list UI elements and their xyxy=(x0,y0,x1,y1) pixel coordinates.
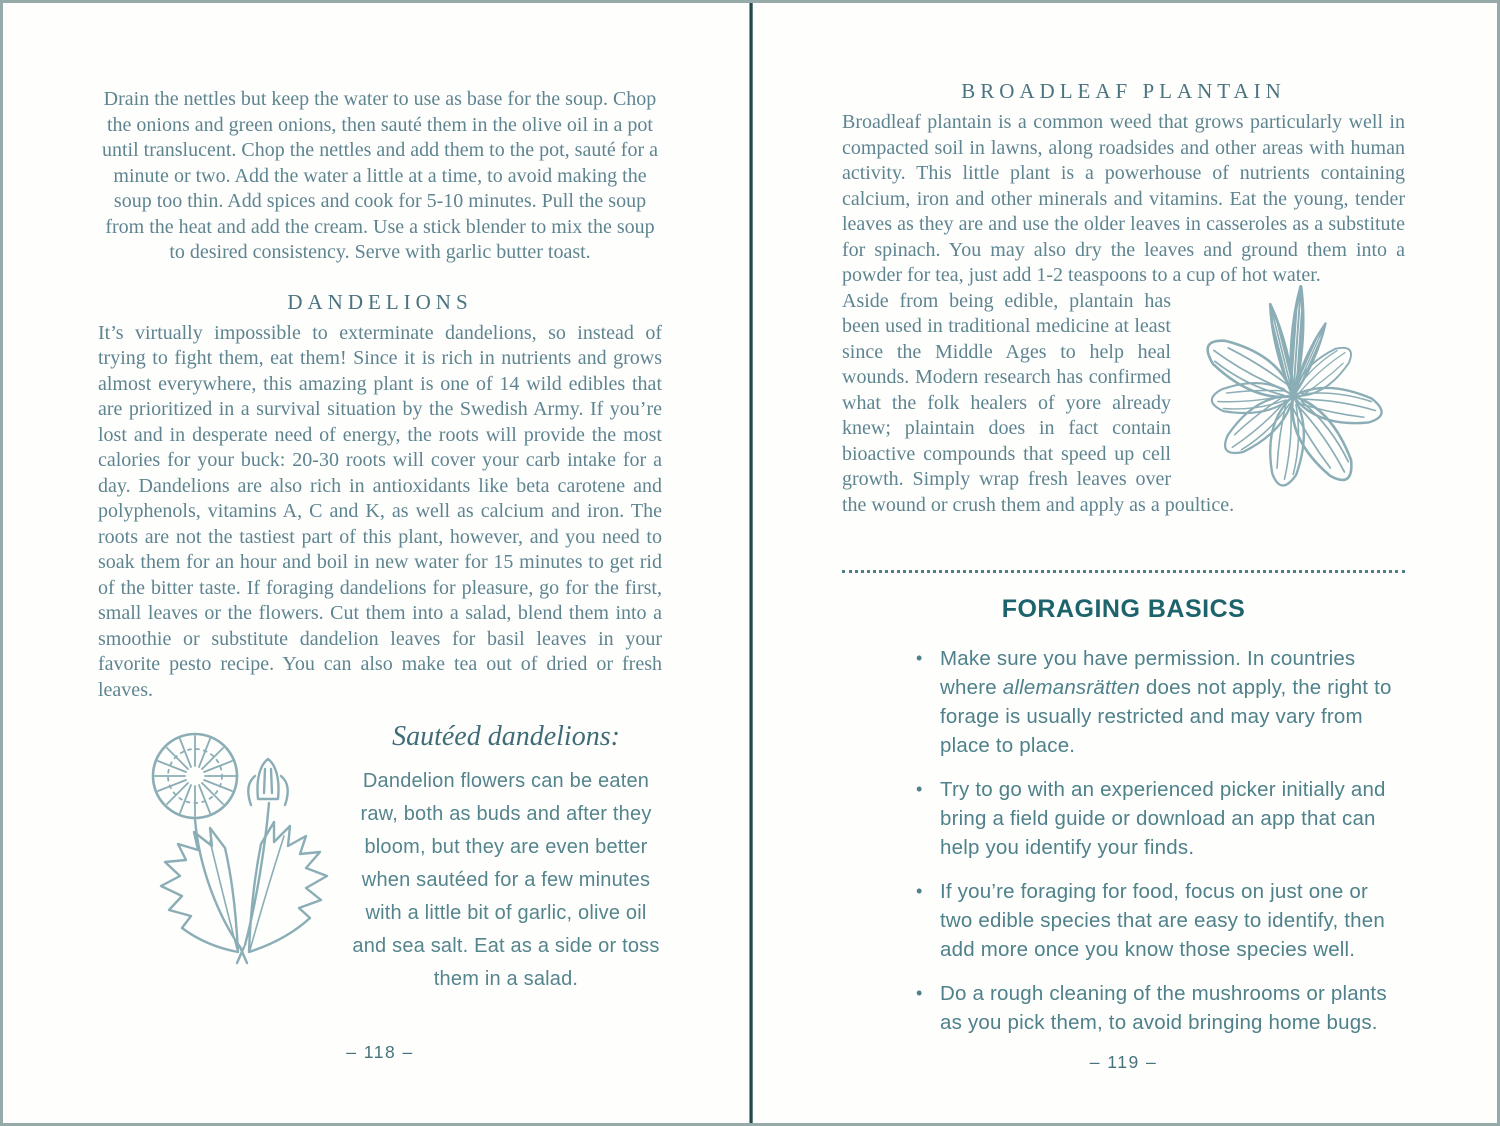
tip-text: Do a rough cleaning of the mushrooms or plants as you pick them, to avoid bringing home bugs. xyxy=(940,982,1387,1034)
dandelions-heading: DANDELIONS xyxy=(287,289,473,314)
recipe-column xyxy=(350,719,662,996)
recipe-title: Sautéed dandelions: xyxy=(392,721,620,752)
sauteed-dandelions-block xyxy=(98,719,662,996)
dandelion-illustration xyxy=(98,719,350,965)
plantain-paragraph-part2: Aside from being edible, plantain has been used in traditional medicine at least since the Middle Ages to help heal wounds. Modern research has confirmed what the folk healers of yore already knew; plaintain does in fact contain bioactive compounds that speed up cell growth. Simply wrap fresh leaves over the wound or crush them and apply as a poultice. xyxy=(842,289,1235,516)
right-page xyxy=(750,3,1497,1123)
tip-text: does not apply, the right to forage is usually restricted and may vary from place to place. xyxy=(940,676,1392,757)
tip-text: Make sure you have permission. In countries where xyxy=(940,647,1356,699)
tip-text: If you’re foraging for food, focus on just one or two edible species that are easy to identify, then add more once you know those species well. xyxy=(940,880,1385,961)
recipe-text: Dandelion flowers can be eaten raw, both as buds and after they bloom, but they are even better when sautéed for a few minutes with a little bit of garlic, olive oil and sea salt. Eat as a side or toss them in a salad. xyxy=(352,770,660,990)
dandelions-paragraph: It’s virtually impossible to exterminate dandelions, so instead of trying to fight them, eat them! Since it is rich in nutrients and grows almost everywhere, this amazing plant is one of 14 wild edibles that are prioritized in a survival situation by the Swedish Army. If you’re lost and in desperate need of energy, the roots will provide the most calories for your buck: 20-30 roots will cover your carb intake for a day. Dandelions are also rich in antioxidants like beta carotene and polyphenols, vitamins A, C and K, as well as calcium and iron. The roots are not the tastiest part of this plant, however, and you need to soak them for an hour and boil in new water for 15 minutes to get rid of the bitter taste. If foraging dandelions for pleasure, go for the first, small leaves or the flowers. Cut them into a salad, blend them into a smoothie or substitute dandelion leaves for basil leaves in your favorite pesto recipe. You can also make tea out of dried or fresh leaves. xyxy=(98,321,662,701)
italic-term: allemansrätten xyxy=(1002,676,1140,699)
plantain-illustration xyxy=(1187,275,1405,487)
page-number-119: – 119 – xyxy=(1089,1052,1158,1072)
page-number-118: – 118 – xyxy=(346,1042,414,1062)
foraging-basics-heading: FORAGING BASICS xyxy=(1001,595,1246,623)
left-page xyxy=(3,3,750,1123)
broadleaf-plantain-heading: BROADLEAF PLANTAIN xyxy=(961,79,1286,103)
dotted-divider xyxy=(842,570,1405,573)
foraging-tip-item xyxy=(912,877,1399,964)
nettle-soup-instructions: Drain the nettles but keep the water to use as base for the soup. Chop the onions and green onions, then sauté them in the olive oil in a pot until translucent. Chop the nettles and add them to the pot, sauté for a minute or two. Add the water a little at a time, to avoid making the soup too thin. Add spices and cook for 5-10 minutes. Pull the soup from the heat and add the cream. Use a stick blender to mix the soup to desired consistency. Serve with garlic butter toast. xyxy=(102,88,658,263)
book-spine-divider xyxy=(749,3,753,1123)
tip-text: Try to go with an experienced picker initially and bring a field guide or download an app that can help you identify your finds. xyxy=(940,778,1386,859)
foraging-tip-item xyxy=(912,644,1399,760)
foraging-basics-list xyxy=(842,644,1405,1052)
foraging-tip-item xyxy=(912,775,1399,862)
foraging-tip-item xyxy=(912,979,1399,1037)
plantain-paragraph-part1: Broadleaf plantain is a common weed that grows particularly well in compacted soil in lawns, along roadsides and other areas with human activity. This little plant is a powerhouse of nutrients containing calcium, iron and other minerals and vitamins. Eat the young, tender leaves as they are and use the older leaves in casseroles as a substitute for spinach. You may also dry the leaves and ground them into a powder for tea, just add 1-2 teaspoons to a cup of hot water. xyxy=(842,111,1405,286)
plantain-wrap-block xyxy=(842,289,1405,519)
